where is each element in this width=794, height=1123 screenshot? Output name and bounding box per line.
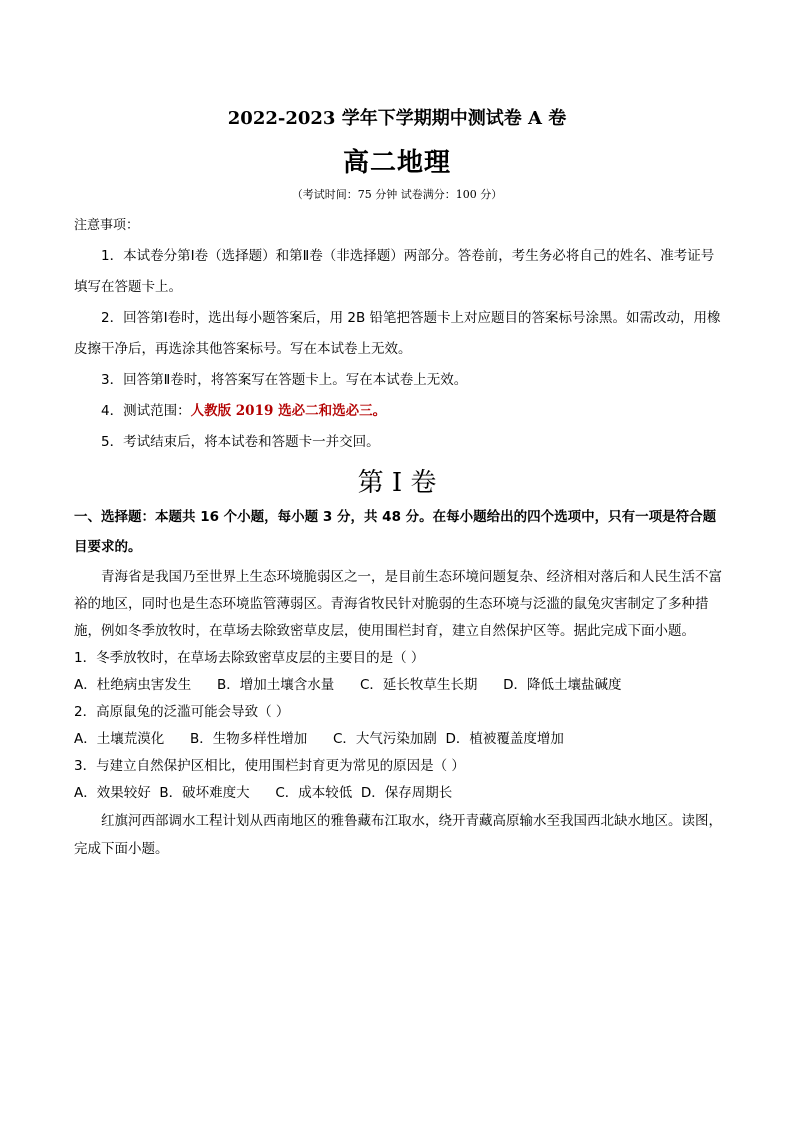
notice-item-5: 5．考试结束后，将本试卷和答题卡一并交回。 [101,434,380,450]
notice-list [74,241,722,458]
passage-2: 红旗河西部调水工程计划从西南地区的雅鲁藏布江取水，绕开青藏高原输水至我国西北缺水地区。读图，完成下面小题。 [74,813,722,857]
notice-title: 注意事项： [74,218,140,233]
subject-title: 高二地理 [342,148,451,178]
notice-item-4-prefix: 4．测试范围： [101,403,191,419]
question-3-options: A．效果较好 B．破坏难度大 C．成本较低 D．保存周期长 [74,785,453,801]
notice-item-3: 3．回答第Ⅱ卷时，将答案写在答题卡上。写在本试卷上无效。 [101,372,468,388]
exam-meta: （考试时间：75 分钟 试卷满分：100 分） [291,188,503,201]
question-2-options: A．土壤荒漠化 B．生物多样性增加 C．大气污染加剧 D．植被覆盖度增加 [74,731,564,747]
notice-item-1: 1．本试卷分第Ⅰ卷（选择题）和第Ⅱ卷（非选择题）两部分。答卷前，考生务必将自己的姓名、准考证号填写在答题卡上。 [74,248,715,295]
section-body [74,502,722,863]
section-instruction: 一、选择题：本题共 16 个小题，每小题 3 分，共 48 分。在每小题给出的四个选项中，只有一项是符合题目要求的。 [74,509,717,555]
test-scope: 人教版 2019 选必二和选必三。 [190,403,387,419]
exam-title: 2022-2023 学年下学期期中测试卷 A 卷 [227,108,567,129]
notice-item-4 [74,396,722,427]
section-title: 第 I 卷 [357,468,437,498]
question-2-stem: 2．高原鼠兔的泛滥可能会导致（ ） [74,704,290,720]
question-1-options: A．杜绝病虫害发生 B．增加土壤含水量 C．延长牧草生长期 D．降低土壤盐碱度 [74,677,622,693]
notice-item-2: 2．回答第Ⅰ卷时，选出每小题答案后，用 2B 铅笔把答题卡上对应题目的答案标号涂黑。如需改动，用橡皮擦干净后，再选涂其他答案标号。写在本试卷上无效。 [74,310,721,357]
question-3-stem: 3．与建立自然保护区相比，使用围栏封育更为常见的原因是（ ） [74,758,465,774]
question-1-stem: 1．冬季放牧时，在草场去除致密草皮层的主要目的是（ ） [74,650,425,666]
passage-1: 青海省是我国乃至世界上生态环境脆弱区之一，是目前生态环境问题复杂、经济相对落后和人民生活不富裕的地区，同时也是生态环境监管薄弱区。青海省牧民针对脆弱的生态环境与泛滥的鼠兔灾害制定了多种措施，例如冬季放牧时，在草场去除致密草皮层，使用围栏封育，建立自然保护区等。据此完成下面小题。 [74,569,722,639]
